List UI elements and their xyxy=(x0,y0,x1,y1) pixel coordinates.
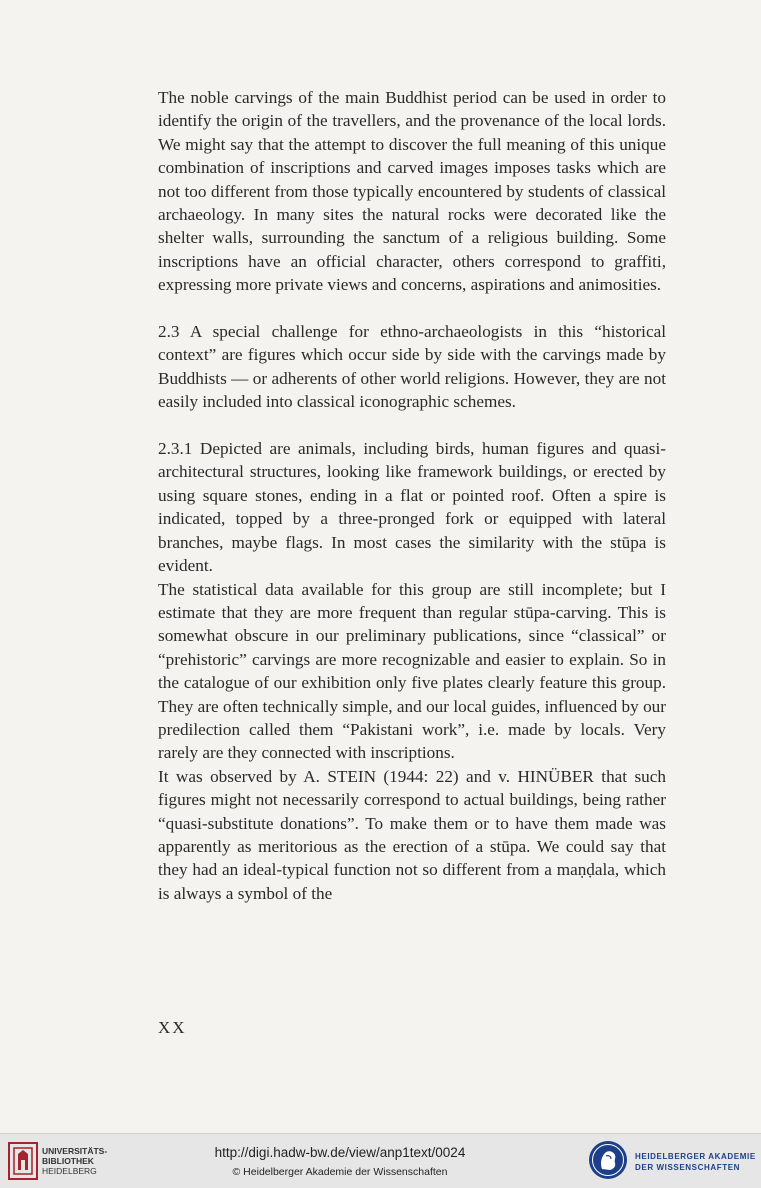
paragraph-gap xyxy=(158,414,666,437)
academy-seal-icon xyxy=(588,1140,628,1180)
paragraph-2-3-1: 2.3.1 Depicted are animals, including birds, human figures and quasi-architectural structures, looking like framework buildings, or erected by using square stones, ending in a flat or pointed roof. Often a spire is indicated, topped by a three-pronged fork or equipped with lateral branches, maybe flags. In most cases the similarity with the stūpa is evident. xyxy=(158,439,666,576)
academy-line-2: DER WISSENSCHAFTEN xyxy=(635,1163,741,1172)
library-line-3: HEIDELBERG xyxy=(42,1166,97,1176)
paragraph-intro: The noble carvings of the main Buddhist period can be used in order to identify the origin of the travellers, and the provenance of the local lords. We might say that the attempt to discover the full meaning of this unique combination of inscriptions and carved images imposes tasks which are not too different from those typically encountered by students of classical archaeology. In many sites the natural rocks were decorated like the shelter walls, surrounding the sanctum of a religious building. Some inscriptions have an official character, others correspond to graffiti, expressing more private views and concerns, aspirations and animosities. xyxy=(158,88,666,295)
paragraph-2-3: 2.3 A special challenge for ethno-archaeologists in this “historical context” are figures which occur side by side with the carvings made by Buddhists — or adherents of other world religions. However, they are not easily included into classical iconographic schemes. xyxy=(158,322,666,412)
library-line-1: UNIVERSITÄTS- xyxy=(42,1146,108,1156)
permalink-url[interactable]: http://digi.hadw-bw.de/view/anp1text/0024 xyxy=(214,1145,466,1160)
academy-line-1: HEIDELBERGER AKADEMIE xyxy=(635,1152,756,1161)
footer-center xyxy=(170,1144,510,1180)
paragraph-stein-observation: It was observed by A. STEIN (1944: 22) and v. HINÜBER that such figures might not necessarily correspond to actual buildings, being rather “quasi-substitute donations”. To make them or to have them made was apparently as meritorious as the erection of a stūpa. We could say that they had an ideal-typical function not so different from a maṇḍala, which is always a symbol of the xyxy=(158,766,666,903)
viewer-footer xyxy=(0,1133,761,1188)
paragraph-statistical-data: The statistical data available for this group are still incomplete; but I estimate that they are more frequent than regular stūpa-carving. This is somewhat obscure in our preliminary publications, since “classical” or “prehistoric” carvings are more recognizable and easier to explain. So in the catalogue of our exhibition only five plates clearly feature this group. They are often technically simple, and our local guides, influenced by our predilection called them “Pakistani work”, i.e. made by locals. Very rarely are they connected with inscriptions. xyxy=(158,579,666,763)
academy-name xyxy=(635,1151,756,1173)
page-number: XX xyxy=(158,1018,187,1037)
body-text xyxy=(158,86,666,905)
university-library-name xyxy=(42,1146,107,1176)
paragraph-gap xyxy=(158,297,666,320)
copyright-notice: © Heidelberger Akademie der Wissenschaften xyxy=(232,1166,448,1178)
library-line-2: BIBLIOTHEK xyxy=(42,1156,94,1166)
university-library-logo-icon xyxy=(8,1142,38,1180)
